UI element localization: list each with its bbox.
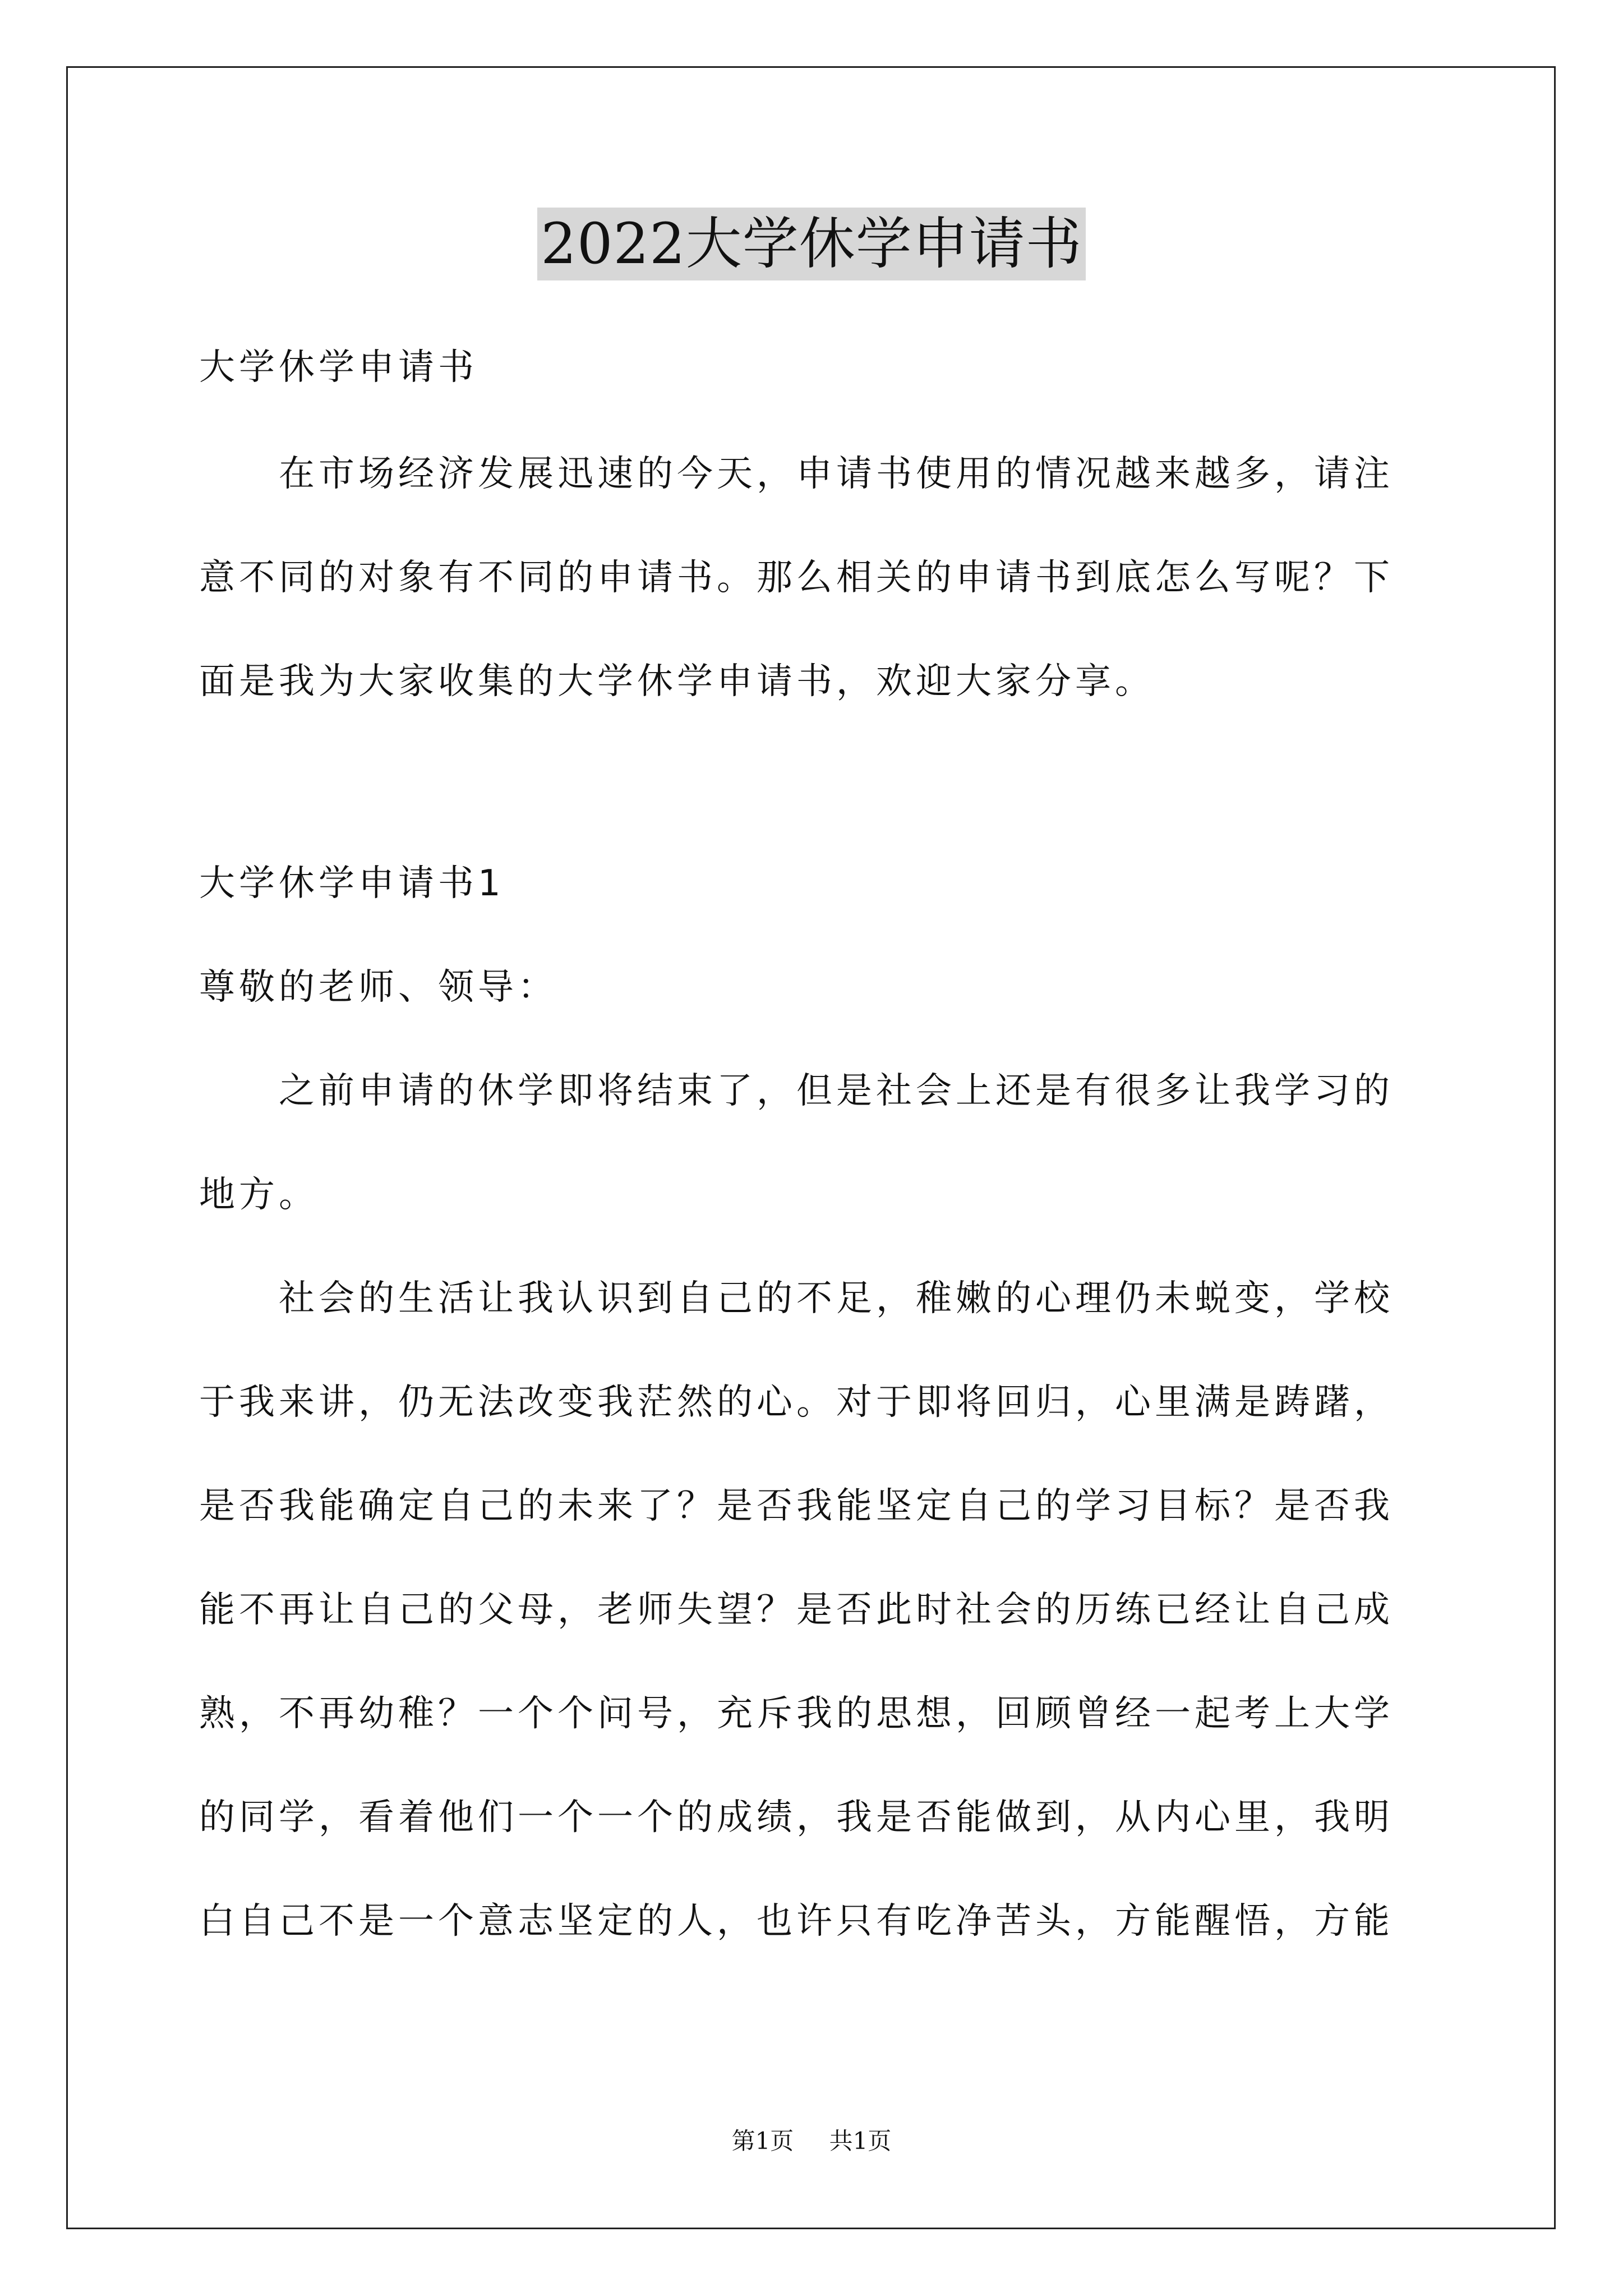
paragraph-line: 白自己不是一个意志坚定的人，也许只有吃净苦头，方能醒悟，方能 [199, 1901, 1394, 1942]
paragraph-line: 社会的生活让我认识到自己的不足，稚嫩的心理仍未蜕变，学校 [199, 1278, 1394, 1319]
section-heading: 大学休学申请书1 [199, 863, 505, 904]
paragraph-line: 之前申请的休学即将结束了，但是社会上还是有很多让我学习的 [199, 1070, 1394, 1112]
paragraph-line: 面是我为大家收集的大学休学申请书，欢迎大家分享。 [199, 661, 1155, 702]
paragraph-line: 是否我能确定自己的未来了？是否我能坚定自己的学习目标？是否我 [199, 1485, 1394, 1527]
paragraph-line: 地方。 [199, 1174, 319, 1216]
paragraph-line: 能不再让自己的父母，老师失望？是否此时社会的历练已经让自己成 [199, 1589, 1394, 1631]
paragraph-line: 于我来讲，仍无法改变我茫然的心。对于即将回归，心里满是踌躇， [199, 1382, 1394, 1423]
title-container [0, 208, 1623, 280]
page-footer [0, 2123, 1623, 2156]
page-total: 共1页 [829, 2127, 892, 2155]
paragraph-line: 在市场经济发展迅速的今天，申请书使用的情况越来越多，请注 [199, 453, 1394, 495]
paragraph-line: 熟，不再幼稚？一个个问号，充斥我的思想，回顾曾经一起考上大学 [199, 1693, 1394, 1734]
page-number: 第1页 [731, 2127, 794, 2155]
section-heading: 大学休学申请书 [199, 347, 478, 388]
document-title: 2022大学休学申请书 [537, 208, 1086, 280]
salutation: 尊敬的老师、领导： [199, 967, 557, 1008]
paragraph-line: 的同学，看着他们一个一个的成绩，我是否能做到，从内心里，我明 [199, 1797, 1394, 1838]
paragraph-line: 意不同的对象有不同的申请书。那么相关的申请书到底怎么写呢？下 [199, 557, 1394, 599]
